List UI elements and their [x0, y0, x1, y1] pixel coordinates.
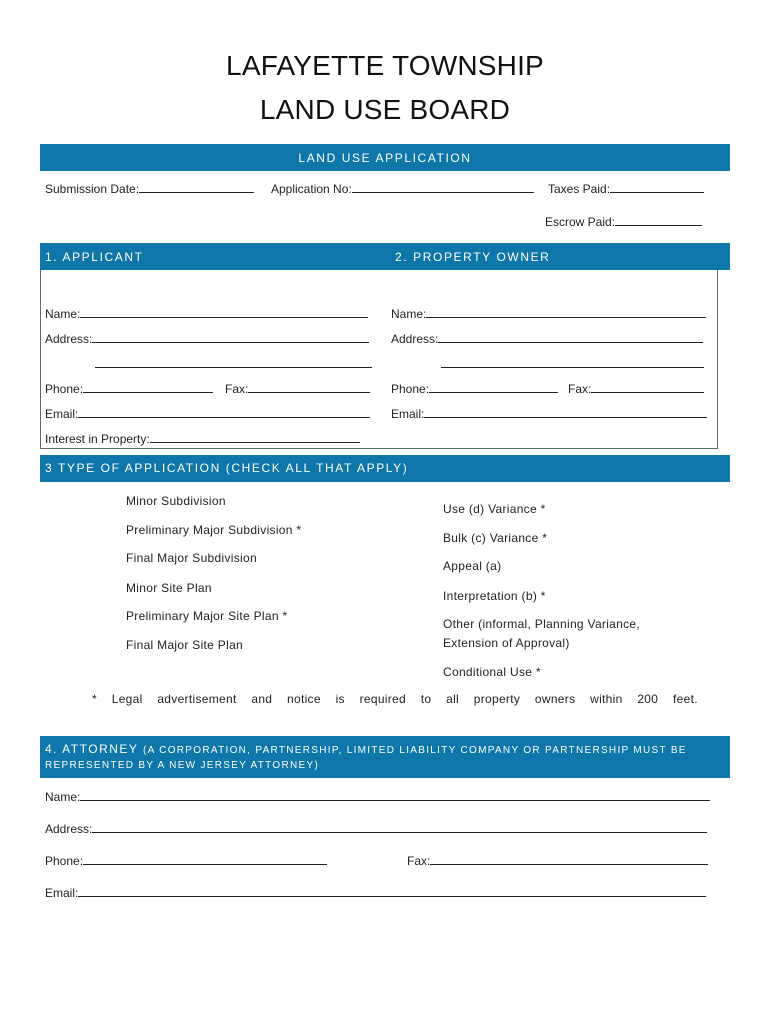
option-preliminary-major-site-plan[interactable]: Preliminary Major Site Plan *	[126, 609, 288, 623]
option-appeal[interactable]: Appeal (a)	[443, 559, 502, 573]
note-word: owners	[534, 692, 576, 706]
note-word: Legal	[111, 692, 143, 706]
owner-phone-label: Phone:	[391, 382, 430, 396]
attorney-heading-main: 4. ATTORNEY	[45, 742, 139, 756]
note-word: required	[359, 692, 407, 706]
applicant-email-label: Email:	[45, 407, 79, 421]
attorney-email-field[interactable]	[45, 885, 706, 900]
note-word: all	[446, 692, 459, 706]
option-conditional-use[interactable]: Conditional Use *	[443, 665, 541, 679]
application-banner	[40, 144, 730, 171]
option-other-line2: Extension of Approval)	[443, 636, 570, 650]
owner-fax-field[interactable]	[568, 381, 704, 396]
submission-date-label: Submission Date:	[45, 182, 140, 196]
attorney-name-label: Name:	[45, 790, 81, 804]
application-type-bar	[40, 455, 730, 482]
owner-phone-field[interactable]	[391, 381, 558, 396]
applicant-address-label: Address:	[45, 332, 93, 346]
applicant-name-label: Name:	[45, 307, 81, 321]
applicant-interest-field[interactable]	[45, 431, 360, 446]
option-final-major-subdivision[interactable]: Final Major Subdivision	[126, 551, 257, 565]
owner-email-label: Email:	[391, 407, 425, 421]
option-bulk-variance[interactable]: Bulk (c) Variance *	[443, 531, 548, 545]
application-type-heading: 3 TYPE OF APPLICATION (CHECK ALL THAT APPLY)	[45, 461, 409, 475]
applicant-phone-label: Phone:	[45, 382, 84, 396]
applicant-heading: 1. APPLICANT	[45, 250, 144, 264]
attorney-email-label: Email:	[45, 886, 79, 900]
submission-date-field[interactable]	[45, 181, 254, 196]
note-word: *	[92, 692, 97, 706]
legal-advertisement-note	[92, 692, 698, 706]
note-word: and	[251, 692, 273, 706]
note-word: advertisement	[157, 692, 237, 706]
applicant-phone-field[interactable]	[45, 381, 213, 396]
escrow-paid-field[interactable]	[545, 214, 702, 229]
page-title-line1: LAFAYETTE TOWNSHIP	[226, 50, 544, 81]
property-owner-heading: 2. PROPERTY OWNER	[395, 250, 551, 264]
applicant-name-field[interactable]	[45, 306, 368, 321]
escrow-paid-label: Escrow Paid:	[545, 215, 616, 229]
option-final-major-site-plan[interactable]: Final Major Site Plan	[126, 638, 244, 652]
note-word: to	[420, 692, 432, 706]
note-word: within	[590, 692, 623, 706]
attorney-phone-field[interactable]	[45, 853, 327, 868]
owner-address-line2[interactable]	[441, 356, 704, 371]
applicant-address-field[interactable]	[45, 331, 369, 346]
attorney-address-label: Address:	[45, 822, 93, 836]
attorney-fax-label: Fax:	[407, 854, 431, 868]
owner-email-field[interactable]	[391, 406, 707, 421]
applicant-address-line2[interactable]	[95, 356, 372, 371]
attorney-bar	[40, 736, 730, 778]
page-title-line2: LAND USE BOARD	[259, 94, 511, 125]
banner-label: LAND USE APPLICATION	[298, 151, 472, 165]
taxes-paid-field[interactable]	[548, 181, 704, 196]
note-word: feet.	[672, 692, 698, 706]
attorney-name-field[interactable]	[45, 789, 710, 804]
application-no-field[interactable]	[271, 181, 534, 196]
option-use-variance[interactable]: Use (d) Variance *	[443, 502, 546, 516]
note-word: is	[335, 692, 345, 706]
taxes-paid-label: Taxes Paid:	[548, 182, 611, 196]
attorney-heading-sub1: (A CORPORATION, PARTNERSHIP, LIMITED LIABILITY COMPANY OR PARTNERSHIP MUST BE	[143, 745, 687, 756]
attorney-address-field[interactable]	[45, 821, 707, 836]
note-word: 200	[637, 692, 659, 706]
attorney-fax-field[interactable]	[407, 853, 708, 868]
owner-address-label: Address:	[391, 332, 439, 346]
note-word: notice	[287, 692, 321, 706]
applicant-interest-label: Interest in Property:	[45, 432, 150, 446]
option-minor-site-plan[interactable]: Minor Site Plan	[126, 581, 212, 595]
applicant-fax-field[interactable]	[225, 381, 370, 396]
option-interpretation[interactable]: Interpretation (b) *	[443, 589, 546, 603]
application-no-label: Application No:	[271, 182, 352, 196]
attorney-heading-line1	[45, 742, 687, 756]
option-minor-subdivision[interactable]: Minor Subdivision	[126, 494, 226, 508]
applicant-fax-label: Fax:	[225, 382, 249, 396]
owner-name-field[interactable]	[391, 306, 706, 321]
applicant-email-field[interactable]	[45, 406, 370, 421]
option-other-line1[interactable]: Other (informal, Planning Variance,	[443, 617, 641, 631]
owner-address-field[interactable]	[391, 331, 703, 346]
attorney-heading-sub2: REPRESENTED BY A NEW JERSEY ATTORNEY)	[45, 760, 320, 771]
applicant-owner-bar	[40, 243, 730, 270]
attorney-phone-label: Phone:	[45, 854, 84, 868]
owner-name-label: Name:	[391, 307, 427, 321]
owner-fax-label: Fax:	[568, 382, 592, 396]
option-preliminary-major-subdivision[interactable]: Preliminary Major Subdivision *	[126, 523, 302, 537]
note-word: property	[473, 692, 521, 706]
